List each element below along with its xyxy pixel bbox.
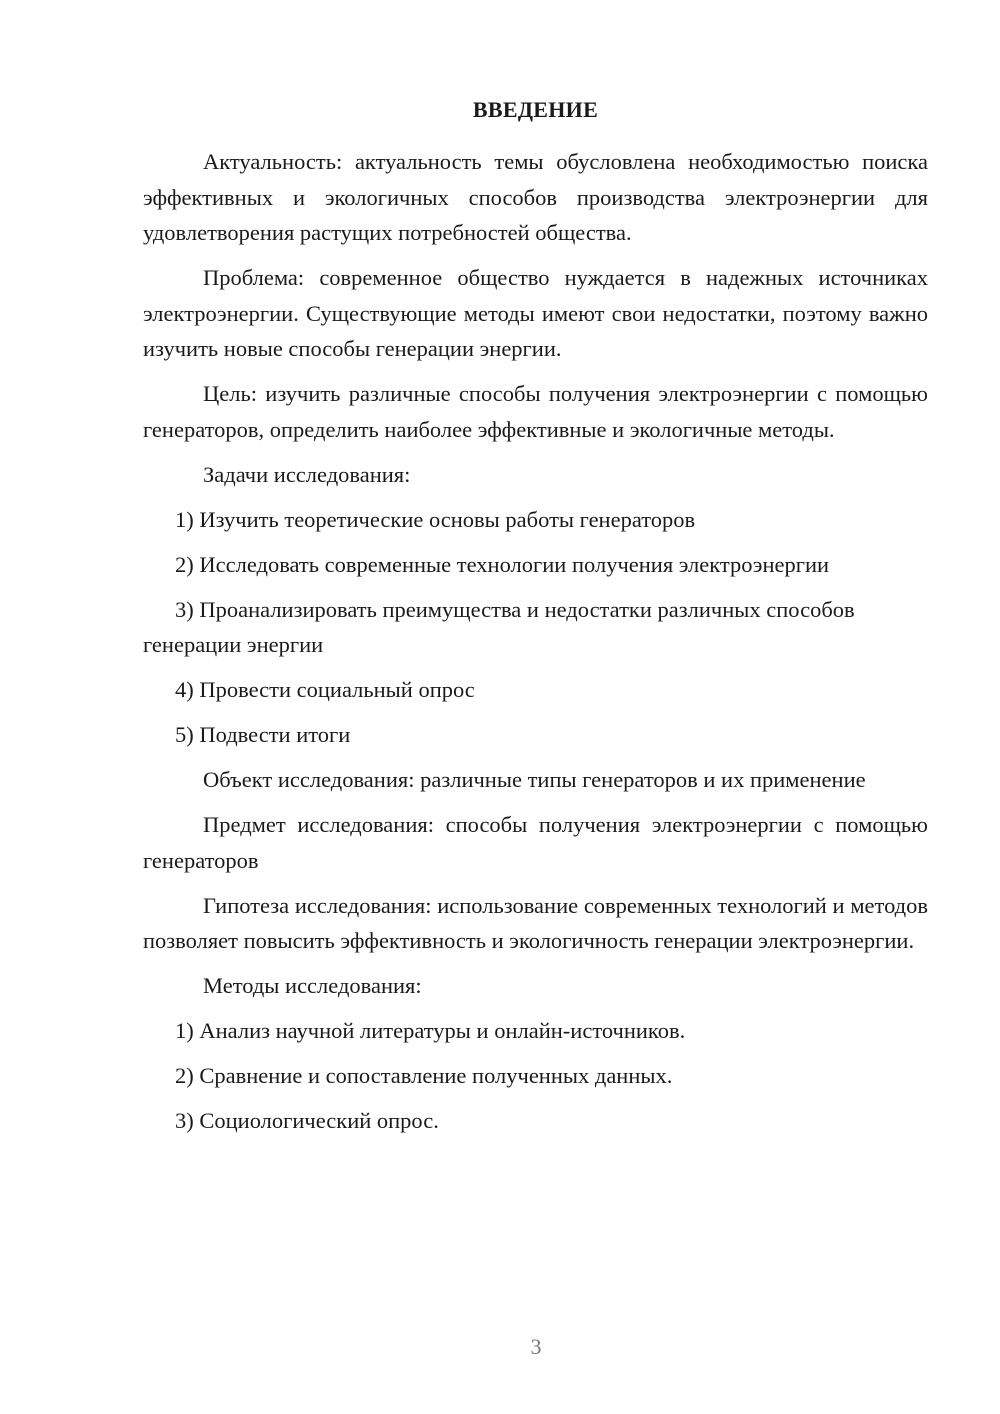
list-item: 4) Провести социальный опрос (175, 677, 475, 702)
list-item: 3) Проанализировать преимущества и недостатки различных способов генерации энергии (143, 596, 855, 657)
list-item: 1) Изучить теоретические основы работы генераторов (175, 506, 696, 532)
list-item: 2) Сравнение и сопоставление полученных данных. (175, 1063, 673, 1088)
relevance-paragraph: Актуальность: актуальность темы обусловлена необходимостью поиска эффективных и экологичных способов производства электроэнергии для удовлетворения растущих потребностей общества. (143, 149, 928, 245)
list-item: 5) Подвести итоги (175, 722, 351, 747)
subject-paragraph: Предмет исследования: способы получения электроэнергии с помощью генераторов (143, 812, 928, 873)
object-paragraph: Объект исследования: различные типы генераторов и их применение (203, 767, 866, 792)
goal-paragraph: Цель: изучить различные способы получения электроэнергии с помощью генераторов, определить наиболее эффективные и экологичные методы. (143, 381, 928, 442)
list-item: 3) Социологический опрос. (175, 1108, 439, 1133)
page-title: ВВЕДЕНИЕ (472, 97, 599, 122)
page-number: 3 (530, 1334, 542, 1359)
tasks-list (143, 502, 928, 753)
list-item: 1) Анализ научной литературы и онлайн-источников. (175, 1018, 686, 1043)
hypothesis-paragraph: Гипотеза исследования: использование современных технологий и методов позволяет повысить эффективность и экологичность генерации электроэнергии. (143, 892, 928, 953)
methods-heading: Методы исследования: (203, 973, 422, 998)
list-item: 2) Исследовать современные технологии получения электроэнергии (175, 551, 830, 577)
methods-list (143, 1013, 928, 1139)
tasks-heading: Задачи исследования: (203, 461, 411, 487)
problem-paragraph: Проблема: современное общество нуждается в надежных источниках электроэнергии. Существующие методы имеют свои недостатки, поэтому важно изучить новые способы генерации энергии. (143, 265, 928, 361)
document-page (143, 95, 928, 1148)
